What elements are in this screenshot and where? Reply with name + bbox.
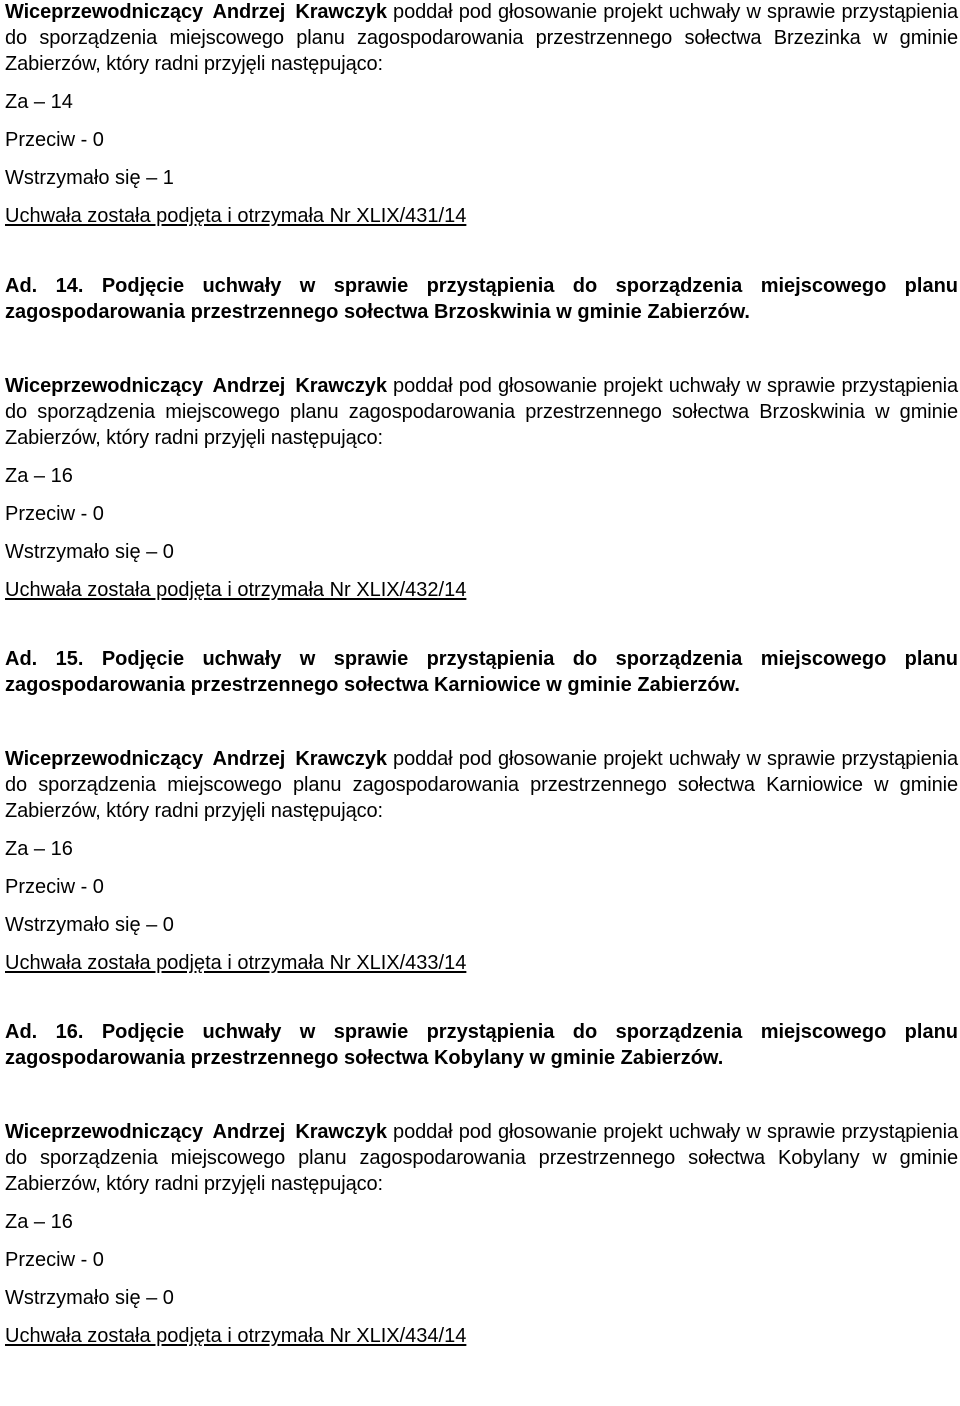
votes-for: Za – 16 [5, 465, 73, 487]
votes-against: Przeciw - 0 [5, 876, 104, 898]
resolution-number: Uchwała została podjęta i otrzymała Nr XLIX/431/14 [5, 205, 467, 227]
agenda-title: Podjęcie uchwały w sprawie przystąpienia do sporządzenia miejscowego planu zagospodarowania przestrzennego sołectwa Brzoskwinia w gminie Zabierzów. [5, 275, 959, 323]
speaker-name: Wiceprzewodniczący Andrzej Krawczyk [5, 375, 387, 397]
resolution-number: Uchwała została podjęta i otrzymała Nr XLIX/434/14 [5, 1325, 467, 1347]
paragraph-text: poddał pod głosowanie projekt uchwały w sprawie przystąpienia do sporządzenia miejscowego planu zagospodarowania przestrzennego sołectwa Brzoskwinia w gminie Zabierzów, który radni przyjęli następująco: [5, 375, 958, 449]
speaker-name: Wiceprzewodniczący Andrzej Krawczyk [5, 1, 387, 23]
votes-abstain: Wstrzymało się – 0 [5, 1287, 174, 1309]
agenda-title: Podjęcie uchwały w sprawie przystąpienia do sporządzenia miejscowego planu zagospodarowania przestrzennego sołectwa Kobylany w gminie Zabierzów. [5, 1021, 959, 1069]
agenda-heading [5, 273, 958, 325]
vote-paragraph [5, 1119, 958, 1197]
vote-block-brzezinka [5, 0, 958, 229]
votes-for: Za – 14 [5, 91, 73, 113]
speaker-name: Wiceprzewodniczący Andrzej Krawczyk [5, 1121, 387, 1143]
paragraph-text: poddał pod głosowanie projekt uchwały w sprawie przystąpienia do sporządzenia miejscowego planu zagospodarowania przestrzennego sołectwa Kobylany w gminie Zabierzów, który radni przyjęli następująco: [5, 1121, 958, 1195]
votes-for: Za – 16 [5, 838, 73, 860]
vote-paragraph [5, 746, 958, 824]
agenda-item-16 [5, 1019, 958, 1349]
resolution-number: Uchwała została podjęta i otrzymała Nr XLIX/433/14 [5, 952, 467, 974]
votes-against: Przeciw - 0 [5, 1249, 104, 1271]
votes-abstain: Wstrzymało się – 0 [5, 914, 174, 936]
agenda-item-14 [5, 273, 958, 603]
agenda-number: Ad. 16. [5, 1021, 84, 1043]
votes-against: Przeciw - 0 [5, 129, 104, 151]
agenda-heading [5, 1019, 958, 1071]
vote-paragraph [5, 373, 958, 451]
vote-paragraph [5, 0, 958, 77]
votes-abstain: Wstrzymało się – 1 [5, 167, 174, 189]
agenda-item-15 [5, 646, 958, 976]
agenda-number: Ad. 14. [5, 275, 84, 297]
resolution-number: Uchwała została podjęta i otrzymała Nr XLIX/432/14 [5, 579, 467, 601]
agenda-title: Podjęcie uchwały w sprawie przystąpienia do sporządzenia miejscowego planu zagospodarowania przestrzennego sołectwa Karniowice w gminie Zabierzów. [5, 648, 959, 696]
agenda-heading [5, 646, 958, 698]
votes-for: Za – 16 [5, 1211, 73, 1233]
speaker-name: Wiceprzewodniczący Andrzej Krawczyk [5, 748, 387, 770]
votes-abstain: Wstrzymało się – 0 [5, 541, 174, 563]
paragraph-text: poddał pod głosowanie projekt uchwały w sprawie przystąpienia do sporządzenia miejscowego planu zagospodarowania przestrzennego sołectwa Karniowice w gminie Zabierzów, który radni przyjęli następująco: [5, 748, 958, 822]
votes-against: Przeciw - 0 [5, 503, 104, 525]
agenda-number: Ad. 15. [5, 648, 84, 670]
paragraph-text: poddał pod głosowanie projekt uchwały w sprawie przystąpienia do sporządzenia miejscowego planu zagospodarowania przestrzennego sołectwa Brzezinka w gminie Zabierzów, który radni przyjęli następująco: [5, 1, 958, 75]
document-page [5, 0, 959, 1347]
